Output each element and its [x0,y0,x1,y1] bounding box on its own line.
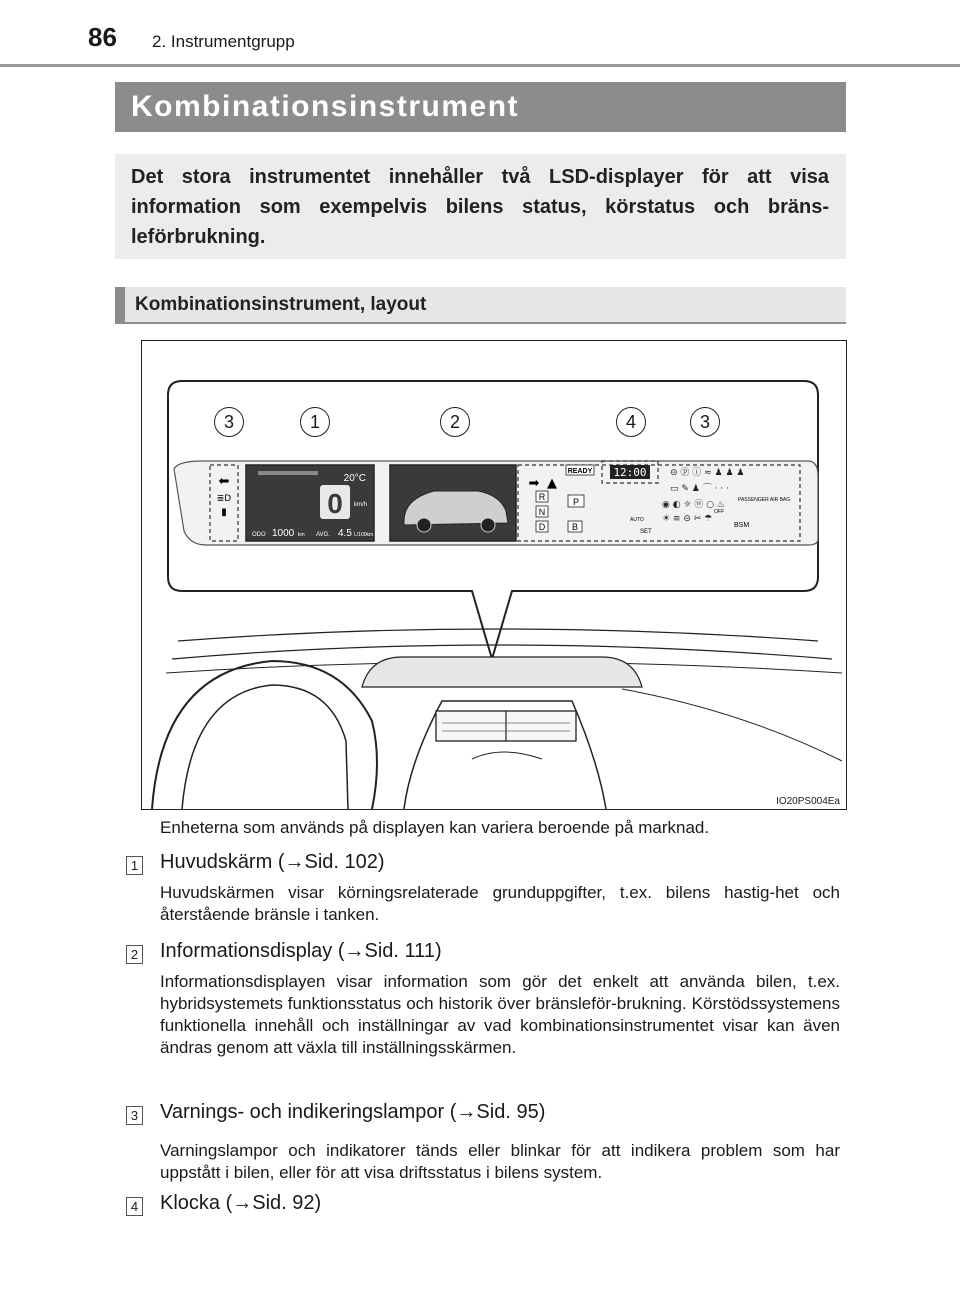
header-rule [0,64,960,67]
item-title-4: Klocka (→Sid. 92) [160,1192,322,1214]
steering-wheel [152,661,377,809]
avg-unit: L/100km [354,532,374,538]
speed-unit: km/h [354,502,368,508]
front-wheel [417,518,431,532]
ready-indicator: READY [567,468,593,475]
avg-readout: 4.5 [338,528,352,539]
callout-3-left: 3 [214,407,244,437]
subsection-header [115,287,846,323]
item-title-3: Varnings- och indikeringslampor (→Sid. 95) [160,1101,546,1123]
callout-3-right: 3 [690,407,720,437]
odo-unit: km [298,532,305,538]
rear-wheel [481,518,495,532]
svg-text:☀ ≡ ⊝ ✂ ☂: ☀ ≡ ⊝ ✂ ☂ [662,514,713,524]
subsection-bar [115,287,125,323]
fuel-gauge-bar [258,471,318,475]
item-title-1: Huvudskärm (→Sid. 102) [160,851,385,873]
item-number-2: 2 [126,945,143,964]
intro-box [115,154,846,259]
master-warning-icon: ▲ [547,476,557,491]
brake-mode-indicator: B [571,522,579,532]
passenger-airbag-label: PASSENGER AIR BAG [738,497,791,503]
clock-readout: 12:00 [613,466,647,479]
auto-label: AUTO [630,517,644,523]
odo-label: ODO [252,532,266,538]
temperature-readout: 20°C [343,473,366,484]
gear-r: R [538,492,546,502]
bsm-label: BSM [734,522,750,529]
callout-1: 1 [300,407,330,437]
item-number-3: 3 [126,1106,143,1125]
figure-code: IO20PS004Ea [776,796,840,807]
dashboard-line-4 [472,752,542,759]
headlight-icon: ≣D [216,494,232,504]
odometer-readout: 1000 [272,528,295,539]
item-desc-1: Huvudskärmen visar körningsrelaterade grunduppgifter, t.ex. bilens hastig-het och återstående bränsle i tanken. [160,883,840,924]
market-note: Enheterna som används på displayen kan variera beroende på marknad. [160,818,710,837]
svg-text:◉ ◐ ☼ ⓦ ○ ♨: ◉ ◐ ☼ ⓦ ○ ♨ [662,500,726,510]
item-desc-3: Varningslampor och indikatorer tänds eller blinkar för att indikera problem som har uppstått i bilen, eller för att visa driftsstatus i bilens system. [160,1141,840,1182]
item-desc-2: Informationsdisplayen visar information som gör det enkelt att använda bilen, t.ex. hybridsystemets funktionsstatus och historik över bränsleför-brukning. Körstödssystemens funktionella innehåll och inställningar av vad kombinationsinstrumentet visar kan även ändras genom att växla till inställningsskärmen. [160,972,840,1057]
cluster-illustration [142,341,846,809]
item-number-1: 1 [126,856,143,875]
chapter-title: 2. Instrumentgrupp [152,32,295,51]
steering-wheel-inner [182,685,348,809]
callout-4: 4 [616,407,646,437]
item-title-2: Informationsdisplay (→Sid. 111) [160,940,442,962]
section-title: Kombinationsinstrument [131,90,520,123]
subsection-rule [115,322,846,324]
avg-label: AVG. [316,532,330,538]
upper-screen-housing [362,657,642,687]
intro-text: Det stora instrumentet innehåller två LSD-displayer för att visa information som exempelvis bilens status, körstatus och bräns-leförbrukning. [131,166,829,248]
subsection-title: Kombinationsinstrument, layout [135,294,427,315]
speed-readout: 0 [327,488,343,519]
page-number: 86 [88,22,117,52]
svg-text:▭ ✎ ♟ ⌒ · · ·: ▭ ✎ ♟ ⌒ · · · [670,484,729,494]
gear-d: D [538,522,546,532]
callout-2: 2 [440,407,470,437]
turn-right-arrow-icon: ➡ [528,476,540,491]
fuel-icon: ▮ [221,507,227,518]
svg-text:⊝ ⓟ ⓘ ≈ ♟ ♟ ♟: ⊝ ⓟ ⓘ ≈ ♟ ♟ ♟ [670,468,745,478]
off-label: OFF [714,509,724,515]
right-dash-line [622,689,842,761]
instrument-cluster-figure [141,340,847,810]
item-number-4: 4 [126,1197,143,1216]
gear-n: N [538,507,546,517]
park-indicator: P [572,497,580,507]
set-label: SET [640,529,652,535]
section-banner [115,82,846,132]
turn-left-arrow-icon: ⬅ [218,474,230,489]
